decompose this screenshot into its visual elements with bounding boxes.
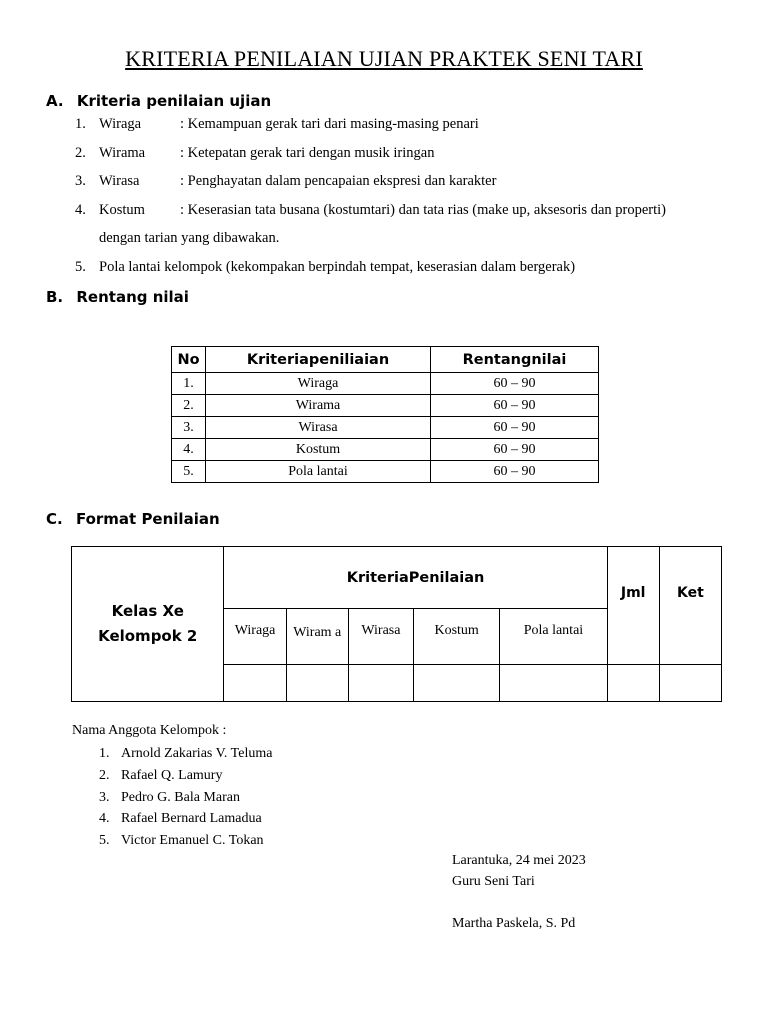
criteria-item-5 (75, 259, 576, 276)
group-label: Kelompok 2 (98, 627, 198, 645)
class-label: Kelas Xe (111, 602, 184, 620)
range-table (171, 346, 599, 483)
criteria-item-4-continuation: dengan tarian yang dibawakan. (99, 230, 280, 246)
format-table (71, 546, 722, 702)
table-row (172, 417, 599, 439)
criteria-wirama-cell: Wiram a (286, 609, 348, 665)
criteria-item-2 (75, 145, 435, 162)
section-c-heading (46, 510, 220, 528)
criteria-item-1 (75, 116, 479, 133)
score-kostum-cell (414, 665, 500, 702)
criteria-item-4 (75, 202, 666, 219)
criteria-wiraga-cell: Wiraga (224, 609, 286, 665)
row-number: 2. (172, 395, 206, 417)
criteria-item-number: 4. (75, 202, 86, 218)
criteria-item-term: Wiraga (99, 116, 142, 132)
criteria-item-number: 5. (75, 259, 86, 275)
member-name: Rafael Q. Lamury (121, 768, 223, 783)
criteria-pola-lantai-cell: Pola lantai (500, 609, 607, 665)
section-c-title: Format Penilaian (75, 510, 220, 528)
member-number: 3. (99, 790, 110, 805)
criteria-kostum-cell: Kostum (414, 609, 500, 665)
criteria-item-number: 1. (75, 116, 86, 132)
row-range: 60 – 90 (431, 439, 599, 461)
row-number: 4. (172, 439, 206, 461)
criteria-item-3 (75, 173, 497, 190)
member-number: 4. (99, 811, 110, 826)
jml-header-cell: Jml (607, 547, 659, 665)
criteria-item-term: Kostum (99, 202, 145, 218)
row-criteria: Wiraga (206, 373, 431, 395)
score-wirasa-cell (348, 665, 413, 702)
section-c-label: C. (46, 510, 63, 528)
ket-header-cell: Ket (659, 547, 721, 665)
row-range: 60 – 90 (431, 461, 599, 483)
column-header-criteria: Kriteriapeniliaian (206, 347, 431, 373)
section-a-label: A. (46, 92, 64, 110)
section-b-title: Rentang nilai (76, 288, 189, 306)
table-row (172, 461, 599, 483)
row-criteria: Pola lantai (206, 461, 431, 483)
row-range: 60 – 90 (431, 395, 599, 417)
column-header-range: Rentangnilai (431, 347, 599, 373)
score-ket-cell (659, 665, 721, 702)
criteria-item-number: 3. (75, 173, 86, 189)
signer-name: Martha Paskela, S. Pd (452, 916, 576, 931)
page-title: KRITERIA PENILAIAN UJIAN PRAKTEK SENI TARI (125, 46, 643, 71)
row-criteria: Wirasa (206, 417, 431, 439)
row-criteria: Wirama (206, 395, 431, 417)
place-date: Larantuka, 24 mei 2023 (452, 853, 586, 868)
member-name: Pedro G. Bala Maran (121, 790, 240, 805)
row-number: 3. (172, 417, 206, 439)
score-pola-lantai-cell (500, 665, 607, 702)
member-item (99, 746, 273, 762)
column-header-no: No (172, 347, 206, 373)
member-number: 1. (99, 746, 110, 761)
row-criteria: Kostum (206, 439, 431, 461)
criteria-item-desc: : Keserasian tata busana (kostumtari) dan tata rias (make up, aksesoris dan properti) (180, 202, 666, 218)
format-header-row (72, 547, 722, 609)
criteria-item-desc: : Kemampuan gerak tari dari masing-masing penari (180, 116, 479, 132)
table-row (172, 373, 599, 395)
row-range: 60 – 90 (431, 417, 599, 439)
member-number: 2. (99, 768, 110, 783)
member-item (99, 811, 262, 827)
score-wirama-cell (286, 665, 348, 702)
criteria-item-number: 2. (75, 145, 86, 161)
class-group-cell (72, 547, 224, 702)
member-name: Victor Emanuel C. Tokan (121, 833, 264, 848)
row-range: 60 – 90 (431, 373, 599, 395)
table-header-row (172, 347, 599, 373)
member-item (99, 790, 240, 806)
member-item (99, 833, 264, 849)
member-item (99, 768, 223, 784)
member-name: Rafael Bernard Lamadua (121, 811, 262, 826)
criteria-wirasa-cell: Wirasa (348, 609, 413, 665)
criteria-item-term: Wirasa (99, 173, 140, 189)
table-row (172, 439, 599, 461)
member-number: 5. (99, 833, 110, 848)
criteria-item-desc: : Ketepatan gerak tari dengan musik iringan (180, 145, 435, 161)
section-a-heading (46, 92, 271, 110)
score-wiraga-cell (224, 665, 286, 702)
section-b-label: B. (46, 288, 64, 306)
criteria-item-text: Pola lantai kelompok (kekompakan berpindah tempat, keserasian dalam bergerak) (99, 259, 576, 275)
section-b-heading (46, 288, 189, 306)
criteria-item-term: Wirama (99, 145, 146, 161)
section-a-title: Kriteria penilaian ujian (76, 92, 272, 110)
criteria-header-cell: KriteriaPenilaian (224, 547, 607, 609)
row-number: 5. (172, 461, 206, 483)
criteria-item-desc: : Penghayatan dalam pencapaian ekspresi dan karakter (180, 173, 497, 189)
members-heading: Nama Anggota Kelompok : (72, 723, 227, 738)
table-row (172, 395, 599, 417)
score-jml-cell (607, 665, 659, 702)
signer-role: Guru Seni Tari (452, 874, 535, 889)
row-number: 1. (172, 373, 206, 395)
member-name: Arnold Zakarias V. Teluma (121, 746, 273, 761)
